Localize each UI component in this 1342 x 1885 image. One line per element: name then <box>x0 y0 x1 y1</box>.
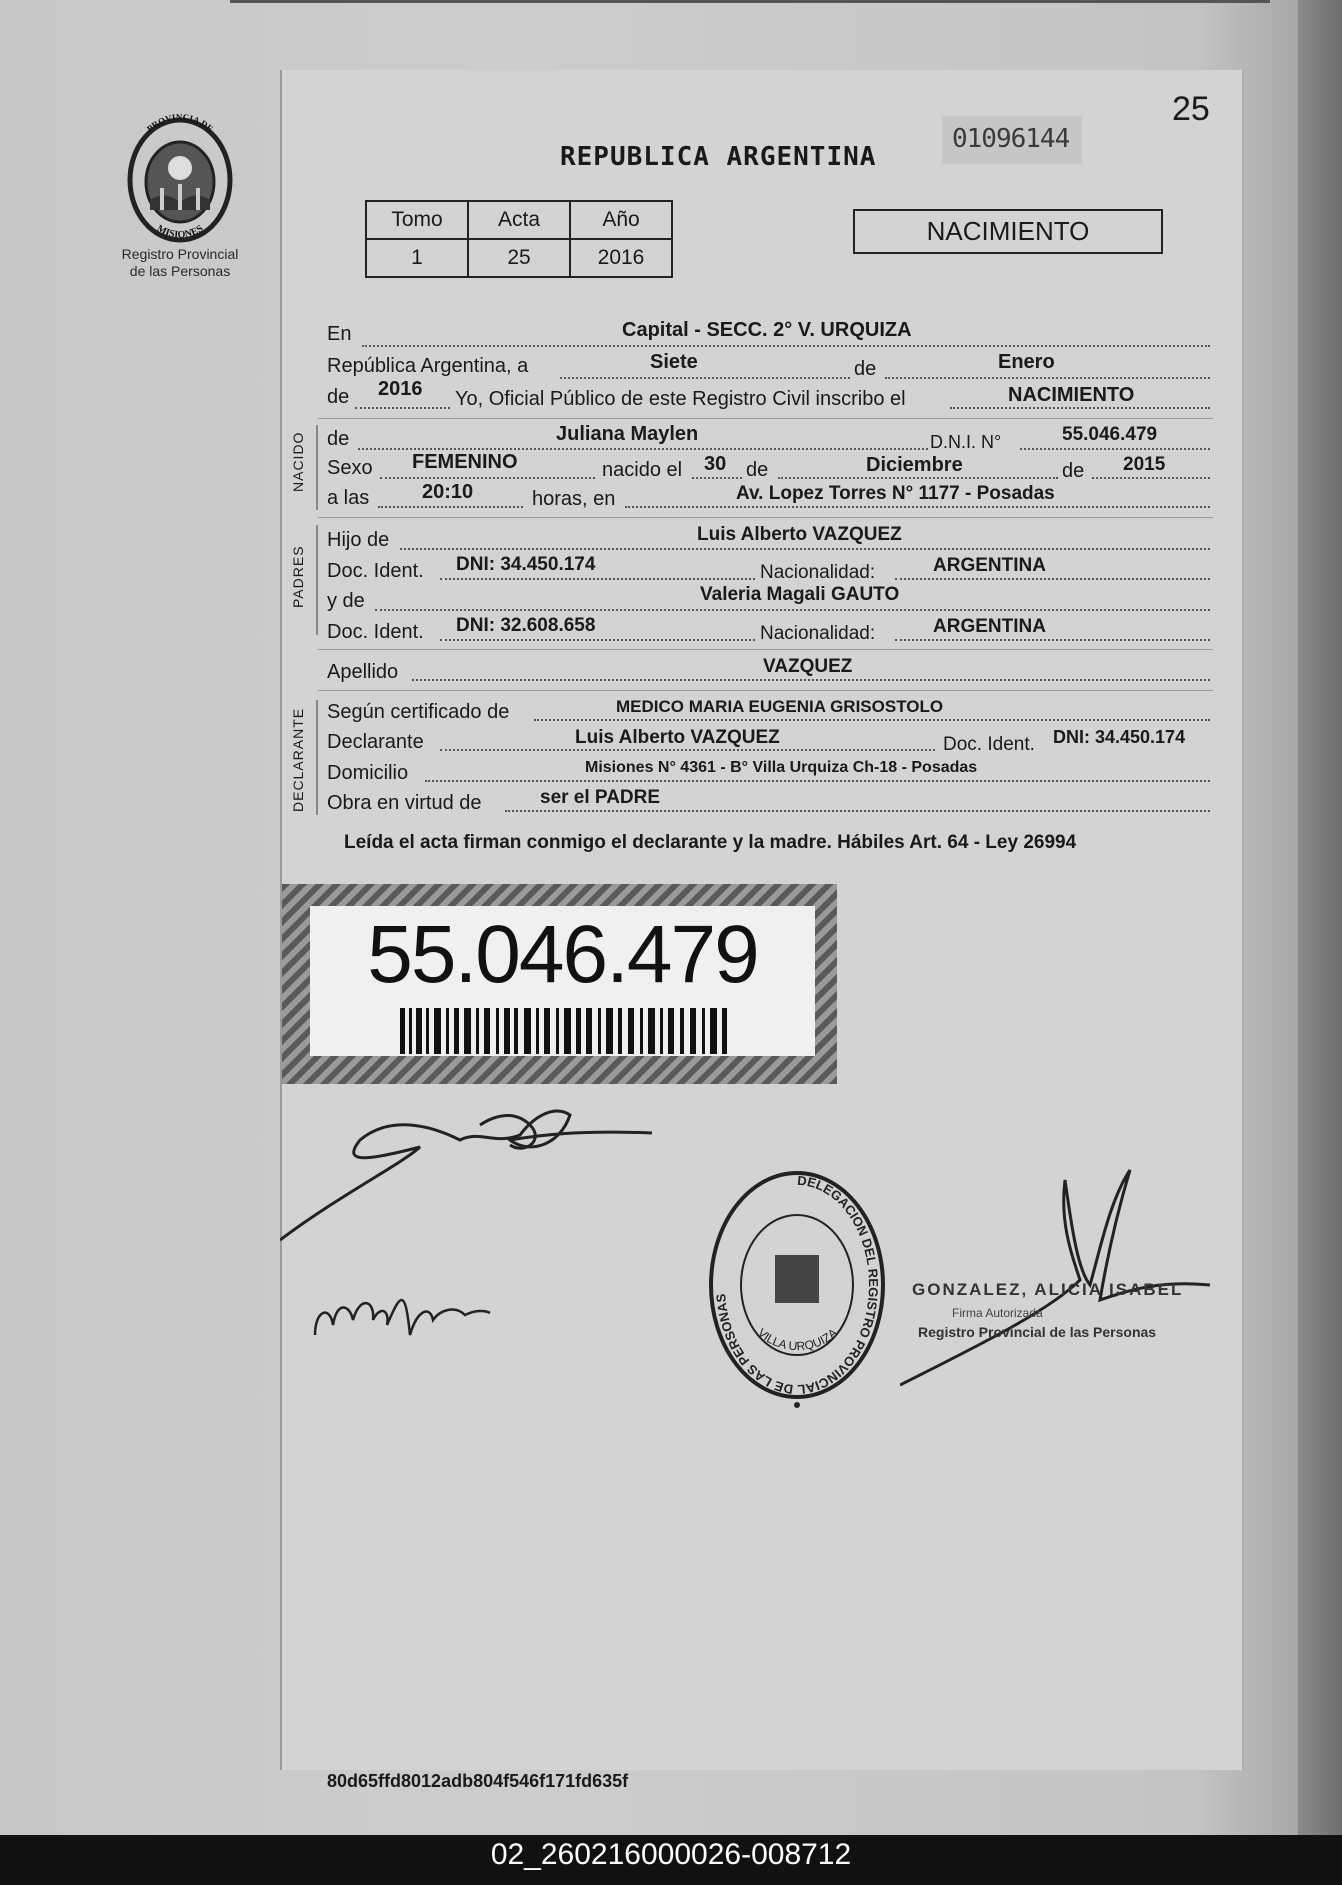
logo-caption-line1: Registro Provincial <box>121 246 239 262</box>
de-label: de <box>854 358 877 380</box>
a-las-label: a las <box>327 487 370 509</box>
place-of-registry: Capital - SECC. 2° V. URQUIZA <box>622 319 912 341</box>
dotted-line <box>362 345 1210 347</box>
dotted-line <box>895 578 1210 580</box>
birth-day: 30 <box>704 453 727 475</box>
section-divider <box>318 517 1213 518</box>
top-edge-line <box>230 0 1270 3</box>
dotted-line <box>378 506 523 508</box>
mother-name: Valeria Magali GAUTO <box>700 584 900 605</box>
logo-caption <box>100 246 260 280</box>
dotted-line <box>950 407 1210 409</box>
seal-ring-text: DELEGACION DEL REGISTRO PROVINCIAL DE LAS PERSONAS <box>713 1172 882 1398</box>
dotted-line <box>440 639 755 641</box>
dotted-line <box>505 810 1210 812</box>
declarant-signature <box>280 1085 660 1245</box>
acta-value: 25 <box>468 239 570 277</box>
section-divider <box>318 690 1213 691</box>
registry-year: 2016 <box>378 378 423 400</box>
footer-id: 02_260216000026-008712 <box>490 1838 852 1871</box>
act-type-box: NACIMIENTO <box>853 209 1163 254</box>
section-bracket <box>316 525 318 635</box>
dotted-line <box>885 377 1210 379</box>
dotted-line <box>895 639 1210 641</box>
nacido-el-label: nacido el <box>602 459 683 481</box>
apellido-value: VAZQUEZ <box>763 656 853 677</box>
de-label: de <box>746 459 769 481</box>
child-sex: FEMENINO <box>412 451 518 473</box>
declarant-role: ser el PADRE <box>540 787 661 808</box>
officer-registry: Registro Provincial de las Personas <box>918 1324 1157 1340</box>
nacionalidad-label: Nacionalidad: <box>760 562 876 583</box>
apellido-label: Apellido <box>327 661 399 683</box>
hijo-de-label: Hijo de <box>327 529 390 551</box>
dotted-line <box>355 407 450 409</box>
doc-ident-label: Doc. Ident. <box>943 734 1035 755</box>
dotted-line <box>534 719 1210 721</box>
doc-ident-label: Doc. Ident. <box>327 560 424 582</box>
tomo-value: 1 <box>366 239 468 277</box>
birth-place: Av. Lopez Torres N° 1177 - Posadas <box>736 483 1055 504</box>
nacionalidad-label: Nacionalidad: <box>760 623 876 644</box>
dotted-line <box>625 506 1210 508</box>
dni-label: D.N.I. N° <box>930 432 1002 452</box>
dni-sticker-label <box>310 906 815 1056</box>
declarant-address: Misiones N° 4361 - B° Villa Urquiza Ch-18 - Posadas <box>585 759 978 776</box>
birth-year: 2015 <box>1123 454 1166 475</box>
document-hash: 80d65ffd8012adb804f546f171fd635f <box>327 1771 629 1791</box>
padres-section-label: PADRES <box>290 545 306 608</box>
de-label: de <box>1062 460 1085 482</box>
dotted-line <box>425 780 1210 782</box>
en-label: En <box>327 323 352 345</box>
dni-sticker <box>282 884 837 1084</box>
section-divider <box>318 418 1213 419</box>
misiones-coat-of-arms-logo <box>120 110 240 245</box>
y-de-label: y de <box>327 590 365 612</box>
dotted-line <box>1092 477 1210 479</box>
barcode-icon <box>400 1008 730 1054</box>
child-dni: 55.046.479 <box>1062 424 1158 445</box>
dotted-line <box>692 477 742 479</box>
ano-value: 2016 <box>570 239 672 277</box>
nacido-section-label: NACIDO <box>290 431 306 492</box>
dotted-line <box>380 477 595 479</box>
doc-ident-label: Doc. Ident. <box>327 621 424 643</box>
father-doc: DNI: 34.450.174 <box>456 554 596 575</box>
section-divider <box>318 649 1213 650</box>
declarant-name: Luis Alberto VAZQUEZ <box>575 727 780 748</box>
seal-inner-text: VILLA URQUIZA <box>754 1325 841 1354</box>
domicilio-label: Domicilio <box>327 762 409 784</box>
declarante-section-label: DECLARANTE <box>290 707 306 812</box>
serial-number: 01096144 <box>952 124 1070 154</box>
page-number: 25 <box>1172 90 1210 128</box>
logo-caption-line2: de las Personas <box>129 263 231 279</box>
child-name: Juliana Maylen <box>556 423 699 445</box>
dotted-line <box>412 679 1210 681</box>
officer-role: Firma Autorizada <box>952 1306 1043 1320</box>
declarante-label: Declarante <box>327 731 424 753</box>
book-spine <box>1298 0 1342 1835</box>
obra-en-virtud-label: Obra en virtud de <box>327 792 482 814</box>
republica-label: República Argentina, a <box>327 355 529 377</box>
registry-day: Siete <box>650 351 698 373</box>
horas-en-label: horas, en <box>532 488 616 510</box>
sexo-label: Sexo <box>327 457 373 479</box>
section-bracket <box>316 425 318 510</box>
birth-month: Diciembre <box>866 454 963 476</box>
mother-doc: DNI: 32.608.658 <box>456 615 596 636</box>
father-name: Luis Alberto VAZQUEZ <box>697 524 902 545</box>
dotted-line <box>375 609 1210 611</box>
country-title: REPUBLICA ARGENTINA <box>560 142 877 172</box>
officer-name: GONZALEZ, ALICIA ISABEL <box>912 1280 1184 1299</box>
de-label: de <box>327 428 350 450</box>
certificate-issuer: MEDICO MARIA EUGENIA GRISOSTOLO <box>616 697 944 716</box>
de-label: de <box>327 386 350 408</box>
tomo-label: Tomo <box>366 201 468 239</box>
mother-nationality: ARGENTINA <box>933 616 1046 637</box>
oficial-text: Yo, Oficial Público de este Registro Civil inscribo el <box>455 388 906 410</box>
ano-label: Año <box>570 201 672 239</box>
dotted-line <box>1020 448 1210 450</box>
logo-text-top: PROVINCIA DE <box>144 111 216 134</box>
declarant-doc: DNI: 34.450.174 <box>1053 727 1186 747</box>
sticker-dni-number: 55.046.479 <box>367 909 758 1000</box>
officer-signature <box>900 1160 1220 1390</box>
acta-label: Acta <box>468 201 570 239</box>
segun-certificado-label: Según certificado de <box>327 701 510 723</box>
dotted-line <box>440 749 935 751</box>
mother-signature <box>305 1265 495 1355</box>
father-nationality: ARGENTINA <box>933 555 1046 576</box>
logo-text-bottom: MISIONES <box>154 223 206 241</box>
dotted-line <box>358 448 928 450</box>
dotted-line <box>400 548 1210 550</box>
dotted-line <box>440 578 755 580</box>
section-bracket <box>316 700 318 815</box>
registry-month: Enero <box>998 351 1055 373</box>
tomo-acta-ano-table <box>365 200 673 278</box>
dotted-line <box>560 377 850 379</box>
closing-statement: Leída el acta firman conmigo el declarante y la madre. Hábiles Art. 64 - Ley 26994 <box>344 832 1077 853</box>
birth-time: 20:10 <box>422 481 474 503</box>
inscribe-value: NACIMIENTO <box>1008 384 1135 406</box>
registry-round-seal <box>705 1165 890 1415</box>
dotted-line <box>778 477 1058 479</box>
